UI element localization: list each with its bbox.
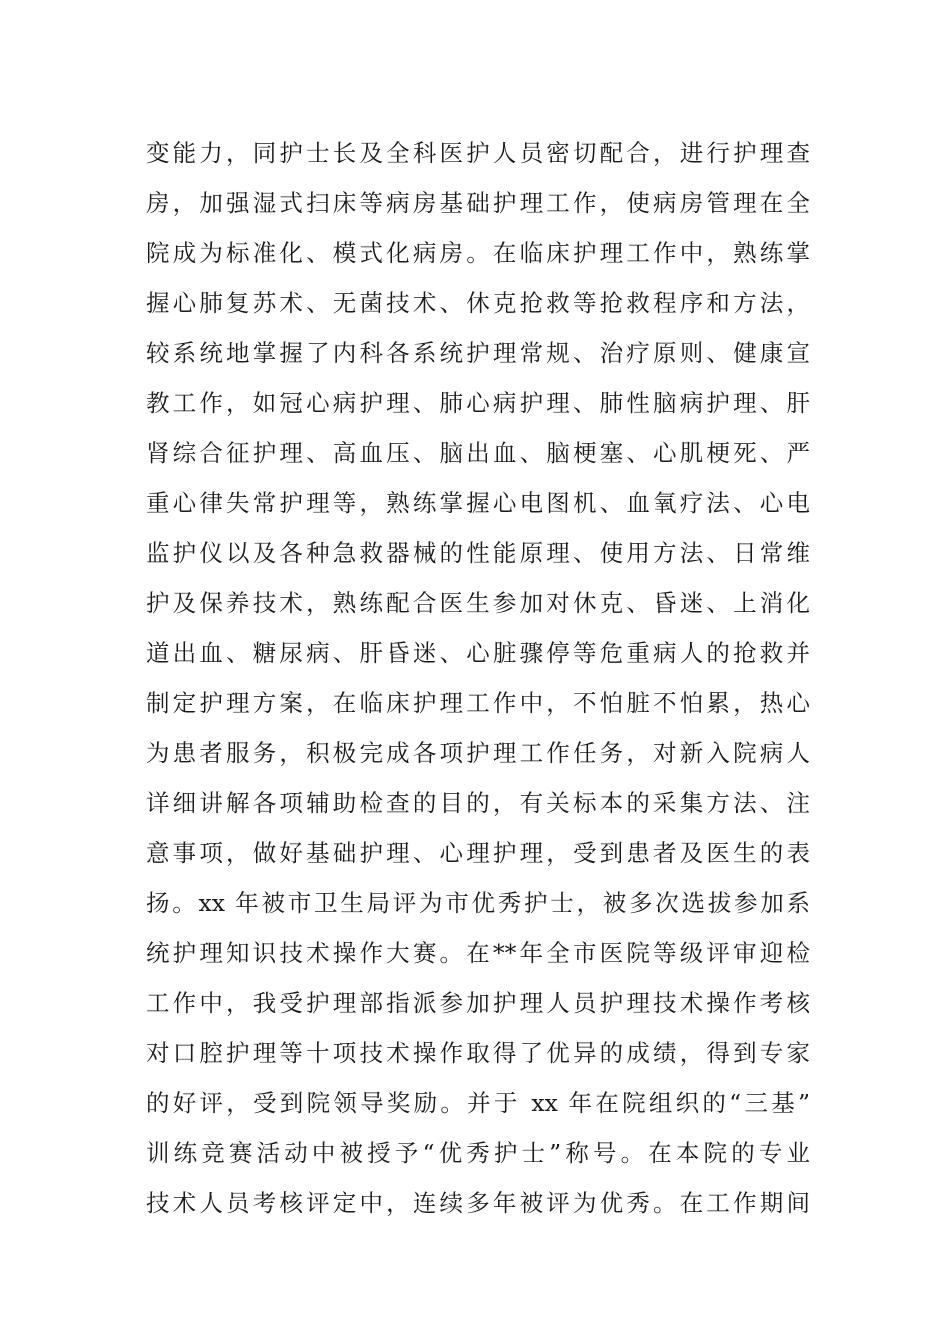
text-line: 房，加强湿式扫床等病房基础护理工作，使病房管理在全 [146, 189, 810, 217]
text-line: 道出血、糖尿病、肝昏迷、心脏骤停等危重病人的抢救并 [146, 639, 810, 667]
text-line: 护及保养技术，熟练配合医生参加对休克、昏迷、上消化 [146, 589, 810, 617]
text-line: 训练竞赛活动中被授予“优秀护士”称号。在本院的专业 [146, 1139, 810, 1167]
text-line: 院成为标准化、模式化病房。在临床护理工作中，熟练掌 [146, 239, 810, 267]
text-line: 重心律失常护理等，熟练掌握心电图机、血氧疗法、心电 [146, 489, 810, 517]
text-line: 详细讲解各项辅助检查的目的，有关标本的采集方法、注 [146, 789, 810, 817]
text-line: 监护仪以及各种急救器械的性能原理、使用方法、日常维 [146, 539, 810, 567]
text-line: 扬。xx 年被市卫生局评为市优秀护士，被多次选拔参加系 [146, 889, 810, 917]
text-line: 较系统地掌握了内科各系统护理常规、治疗原则、健康宣 [146, 339, 810, 367]
text-line: 握心肺复苏术、无菌技术、休克抢救等抢救程序和方法， [146, 289, 810, 317]
text-line: 统护理知识技术操作大赛。在**年全市医院等级评审迎检 [146, 939, 810, 967]
text-line: 肾综合征护理、高血压、脑出血、脑梗塞、心肌梗死、严 [146, 439, 810, 467]
text-line: 技术人员考核评定中，连续多年被评为优秀。在工作期间 [146, 1189, 810, 1217]
text-line: 教工作，如冠心病护理、肺心病护理、肺性脑病护理、肝 [146, 389, 810, 417]
text-line: 变能力，同护士长及全科医护人员密切配合，进行护理查 [146, 139, 810, 167]
text-line: 制定护理方案，在临床护理工作中，不怕脏不怕累，热心 [146, 689, 810, 717]
text-line: 对口腔护理等十项技术操作取得了优异的成绩，得到专家 [146, 1039, 810, 1067]
text-line: 意事项，做好基础护理、心理护理，受到患者及医生的表 [146, 839, 810, 867]
body-text [146, 128, 810, 1228]
text-line: 的好评，受到院领导奖励。并于 xx 年在院组织的“三基” [146, 1089, 810, 1117]
text-line: 为患者服务，积极完成各项护理工作任务，对新入院病人 [146, 739, 810, 767]
text-line: 工作中，我受护理部指派参加护理人员护理技术操作考核 [146, 989, 810, 1017]
